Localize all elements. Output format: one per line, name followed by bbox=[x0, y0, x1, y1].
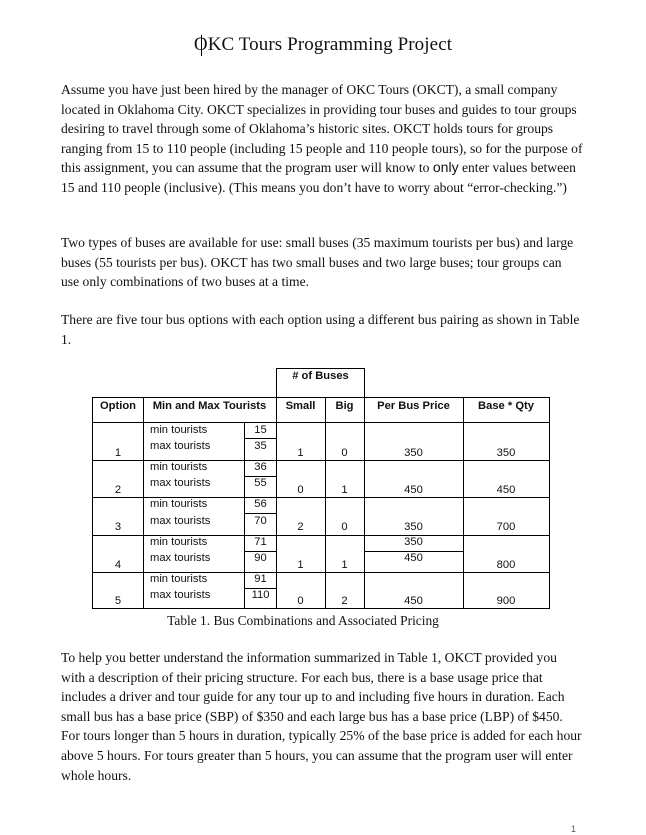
pricing-paragraph: To help you better understand the information summarized in Table 1, OKCT provided you with a description of their pricing structure. For each bus, there is a base usage price that includes a driver and tour guide for any tour up to and including five hours in duration. Each small bus has a base price (SBP) of $350 and each large bus has a base price (LBP) of $450. For tours longer than 5 hours in duration, typically 25% of the base price is added for each hour above 5 hours. For tours greater than 5 hours, you can assume that the program user will enter whole hours. bbox=[61, 650, 582, 783]
base-qty: 700 bbox=[496, 521, 516, 533]
intro-text-b: enter values between 15 and 110 people (inclusive). (This means you don’t have to worry about “error-checking.”) bbox=[61, 160, 576, 195]
small-count: 2 bbox=[297, 521, 304, 533]
min-label: min tourists bbox=[150, 573, 208, 585]
bus-options-paragraph: There are five tour bus options with each option using a different bus pairing as shown in Table 1. bbox=[61, 312, 580, 347]
big-count: 2 bbox=[341, 595, 348, 607]
min-value: 36 bbox=[254, 461, 267, 473]
per-bus-price-header: Per Bus Price bbox=[377, 400, 450, 412]
per-bus-price: 350 bbox=[404, 521, 423, 533]
intro-text-only: only bbox=[432, 159, 459, 176]
big-header: Big bbox=[335, 400, 354, 412]
per-bus-price: 450 bbox=[404, 595, 423, 607]
intro-text-a: Assume you have just been hired by the manager of OKC Tours (OKCT), a small company located in Oklahoma City. OKCT specializes in providing tour buses and guides to tour groups desiring to travel through some of Oklahoma’s historic sites. OKCT holds tours for groups ranging from 15 to 110 people (including 15 people and 110 people tours), so for the purpose of this assignment, you can assume that the program user will know to bbox=[61, 82, 583, 176]
min-value: 91 bbox=[254, 573, 267, 585]
big-count: 1 bbox=[341, 484, 348, 496]
base-qty: 900 bbox=[496, 595, 516, 607]
small-count: 0 bbox=[297, 595, 304, 607]
big-count: 1 bbox=[341, 559, 348, 571]
option-header: Option bbox=[99, 400, 137, 412]
small-count: 1 bbox=[297, 559, 304, 571]
option-cell: 2 bbox=[114, 484, 122, 496]
per-bus-price: 350 bbox=[404, 447, 423, 459]
small-count: 0 bbox=[297, 484, 304, 496]
base-qty: 450 bbox=[496, 484, 516, 496]
option-cell: 3 bbox=[114, 521, 122, 533]
min-label: min tourists bbox=[150, 461, 208, 473]
max-label: max tourists bbox=[150, 477, 211, 489]
base-qty: 800 bbox=[496, 559, 516, 571]
option-cell: 5 bbox=[114, 595, 122, 607]
bus-types-paragraph: Two types of buses are available for use: small buses (35 maximum tourists per bus) and large buses (55 tourists per bus). OKCT has two small buses and two large buses; tour groups can use only combinations of two buses at a time. bbox=[61, 235, 574, 290]
per-bus-price: 450 bbox=[404, 484, 423, 496]
option-cell: 4 bbox=[114, 559, 122, 571]
max-value: 35 bbox=[254, 440, 267, 452]
per-bus-price-second: 450 bbox=[404, 552, 423, 564]
min-value: 71 bbox=[254, 536, 267, 548]
per-bus-price: 350 bbox=[404, 536, 423, 548]
max-value: 90 bbox=[254, 552, 267, 564]
max-label: max tourists bbox=[150, 440, 211, 452]
max-value: 70 bbox=[254, 515, 267, 527]
big-count: 0 bbox=[341, 447, 348, 459]
big-count: 0 bbox=[341, 521, 348, 533]
table-caption: Table 1. Bus Combinations and Associated Pricing bbox=[167, 613, 439, 628]
max-label: max tourists bbox=[150, 552, 211, 564]
num-buses-header: # of Buses bbox=[292, 370, 349, 382]
max-label: max tourists bbox=[150, 589, 211, 601]
min-label: min tourists bbox=[150, 498, 208, 510]
max-label: max tourists bbox=[150, 515, 211, 527]
max-value: 55 bbox=[254, 477, 267, 489]
min-value: 15 bbox=[254, 424, 267, 436]
base-qty: 350 bbox=[496, 447, 516, 459]
base-qty-header: Base * Qty bbox=[478, 400, 534, 412]
option-cell: 1 bbox=[114, 447, 122, 459]
document-title: OKC Tours Programming Project bbox=[193, 34, 453, 55]
min-value: 56 bbox=[254, 498, 267, 510]
min-max-header: Min and Max Tourists bbox=[152, 400, 267, 412]
small-count: 1 bbox=[297, 447, 304, 459]
small-header: Small bbox=[285, 400, 316, 412]
max-value: 110 bbox=[251, 589, 270, 601]
page-number: 1 bbox=[571, 824, 577, 834]
min-label: min tourists bbox=[150, 424, 208, 436]
min-label: min tourists bbox=[150, 536, 208, 548]
